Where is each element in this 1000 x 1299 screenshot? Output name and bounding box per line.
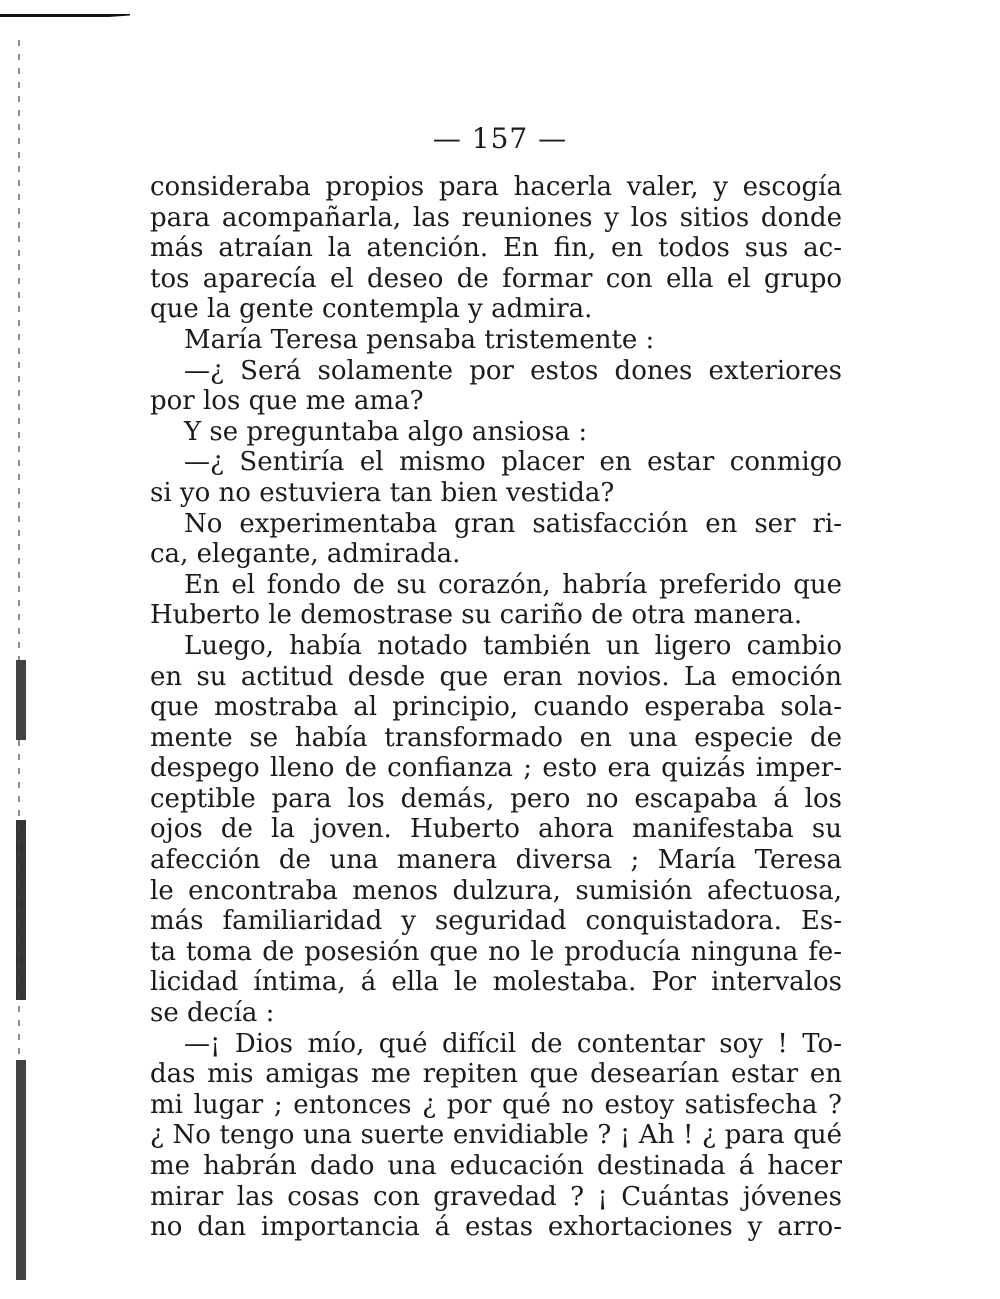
text-line: afección de una manera diversa ; María Teresa	[150, 845, 842, 876]
text-line: le encontraba menos dulzura, sumisión afectuosa,	[150, 875, 842, 906]
text-line: ta toma de posesión que no le producía ninguna fe-	[150, 936, 842, 967]
text-line: —¿ Será solamente por estos dones exteriores	[184, 355, 842, 386]
text-line: más atraían la atención. En fin, en todos sus ac-	[150, 233, 842, 264]
text-line: si yo no estuviera tan bien vestida?	[150, 477, 615, 508]
text-line: consideraba propios para hacerla valer, y escogía	[150, 172, 842, 202]
scan-edge-top	[0, 14, 130, 38]
text-line: —¿ Sentiría el mismo placer en estar conmigo	[184, 447, 842, 478]
text-line: tos aparecía el deseo de formar con ella el grupo	[150, 263, 842, 294]
text-line: no dan importancia á estas exhortaciones y arro-	[150, 1212, 842, 1243]
text-line: mirar las cosas con gravedad ? ¡ Cuántas jóvenes	[150, 1181, 842, 1212]
text-line: mente se había transformado en una especie de	[150, 722, 842, 753]
text-line: mi lugar ; entonces ¿ por qué no estoy satisfecha ?	[150, 1089, 842, 1120]
text-line: En el fondo de su corazón, habría preferido que	[184, 569, 842, 600]
text-line: que la gente contempla y admira.	[150, 294, 593, 325]
text-line: No experimentaba gran satisfacción en ser ri-	[184, 508, 842, 539]
text-line: ojos de la joven. Huberto ahora manifestaba su	[150, 814, 842, 845]
text-line: das mis amigas me repiten que desearían estar en	[150, 1059, 842, 1090]
scan-edge-left-thin	[18, 40, 20, 1280]
page-number: — 157 —	[432, 122, 568, 155]
text-line: despego lleno de confianza ; esto era quizás imper-	[150, 753, 842, 784]
text-line: ¿ No tengo una suerte envidiable ? ¡ Ah ! ¿ para qué	[150, 1120, 842, 1151]
text-line: me habrán dado una educación destinada á hacer	[150, 1151, 842, 1181]
text-line: ca, elegante, admirada.	[150, 539, 461, 570]
text-line: en su actitud desde que eran novios. La emoción	[150, 661, 842, 692]
text-line: que mostraba al principio, cuando esperaba sola-	[150, 692, 842, 723]
text-line: Y se preguntaba algo ansiosa :	[184, 416, 588, 447]
body-text	[150, 172, 842, 1243]
text-line: para acompañarla, las reuniones y los sitios donde	[150, 202, 842, 233]
text-line: Huberto le demostrase su cariño de otra manera.	[150, 600, 803, 631]
text-line: más familiaridad y seguridad conquistadora. Es-	[150, 906, 842, 937]
text-line: María Teresa pensaba tristemente :	[184, 324, 655, 355]
text-line: Luego, había notado también un ligero cambio	[184, 630, 842, 661]
text-line: se decía :	[150, 998, 275, 1029]
text-line: —¡ Dios mío, qué difícil de contentar soy ! To-	[184, 1028, 842, 1059]
text-line: licidad íntima, á ella le molestaba. Por intervalos	[150, 967, 842, 998]
text-line: por los que me ama?	[150, 386, 424, 417]
text-line: ceptible para los demás, pero no escapaba á los	[150, 783, 842, 814]
